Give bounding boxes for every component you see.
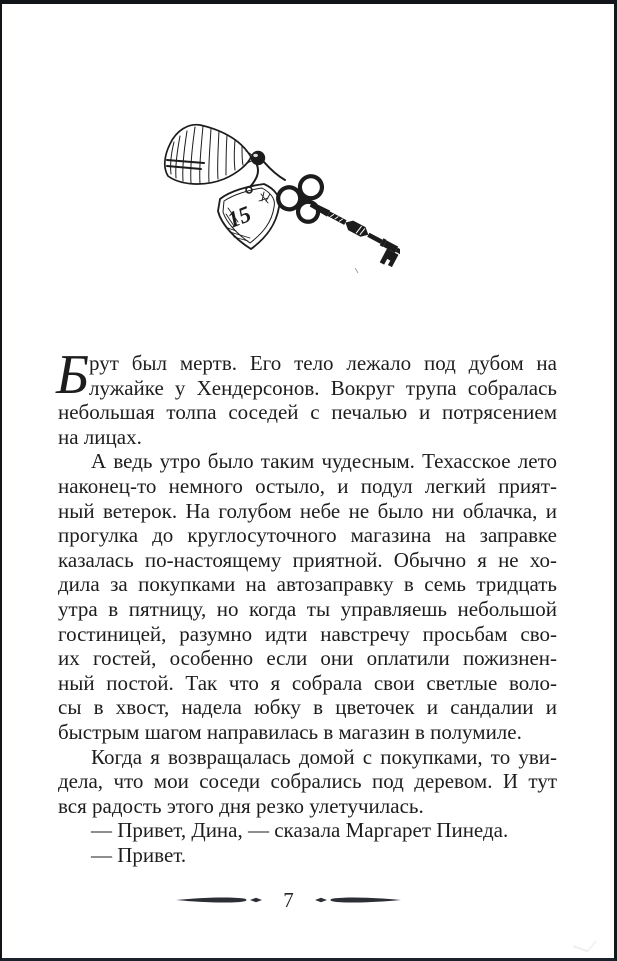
tassel-icon xyxy=(165,125,265,184)
text-line: — Привет, Дина, — сказала Маргарет Пинеда. xyxy=(91,818,509,843)
text-line: ный постой. Так что я собрала свои светлые воло- xyxy=(58,670,557,695)
text-line: на лицах. xyxy=(58,424,142,449)
text-line: рут был мертв. Его тело лежало под дубом на xyxy=(89,351,557,375)
text-line: — Привет. xyxy=(91,842,187,867)
paragraph xyxy=(58,818,557,843)
footer-flourish-right xyxy=(315,894,401,906)
text-line: Когда я возвращалась домой с покупками, то уви- xyxy=(91,744,557,769)
watermark-speck xyxy=(573,936,598,953)
paragraph xyxy=(58,843,557,868)
page-number: 7 xyxy=(283,888,294,912)
paragraph xyxy=(56,344,557,449)
text-line: вся радость этого дня резко улетучилась. xyxy=(58,793,424,818)
text-line: гостиницей, разумно идти навстречу просьбам сво- xyxy=(58,621,557,646)
text-line: наконец-то немного остыло, и подул легкий прият- xyxy=(58,473,557,498)
text-line: быстрым шагом направилась в магазин в полумиле. xyxy=(58,719,522,744)
paragraph xyxy=(58,449,557,744)
key-illustration-svg xyxy=(158,118,400,278)
text-line: А ведь утро было таким чудесным. Техасское лето xyxy=(91,449,557,474)
text-line: дила за покупками на автозаправку в семь тридцать xyxy=(58,572,557,597)
text-line: небольшая толпа соседей с печалью и потрясением xyxy=(58,400,557,425)
text-line: дела, что мои соседи собрались под деревом. И тут xyxy=(58,769,557,794)
footer-flourish-left xyxy=(176,894,262,906)
text-line: казалась по-настоящему приятной. Обычно я не хо- xyxy=(58,547,557,572)
text-line: прогулка до круглосуточного магазина на заправке xyxy=(58,523,557,548)
text-line: их гостей, особенно если они оплатили пожизнен- xyxy=(58,646,557,671)
ink-speck xyxy=(355,268,358,273)
key-illustration xyxy=(158,118,400,278)
page-text xyxy=(56,344,557,867)
text-line: ный ветерок. На голубом небе не было ни облачка, и xyxy=(58,498,557,523)
skeleton-key-icon xyxy=(273,166,400,271)
room-tag xyxy=(218,184,279,249)
cord xyxy=(250,162,285,187)
page-footer xyxy=(0,884,597,916)
drop-cap: Б xyxy=(56,344,90,406)
text-line: сы в хвост, надела юбку в цветочек и сандалии и xyxy=(58,695,557,720)
tag-number: 15 xyxy=(223,201,255,233)
paragraph xyxy=(58,745,557,819)
text-line: утра в пятницу, но когда ты управляешь небольшой xyxy=(58,596,557,621)
text-line: лужайке у Хендерсонов. Вокруг трупа собралась xyxy=(89,375,557,400)
